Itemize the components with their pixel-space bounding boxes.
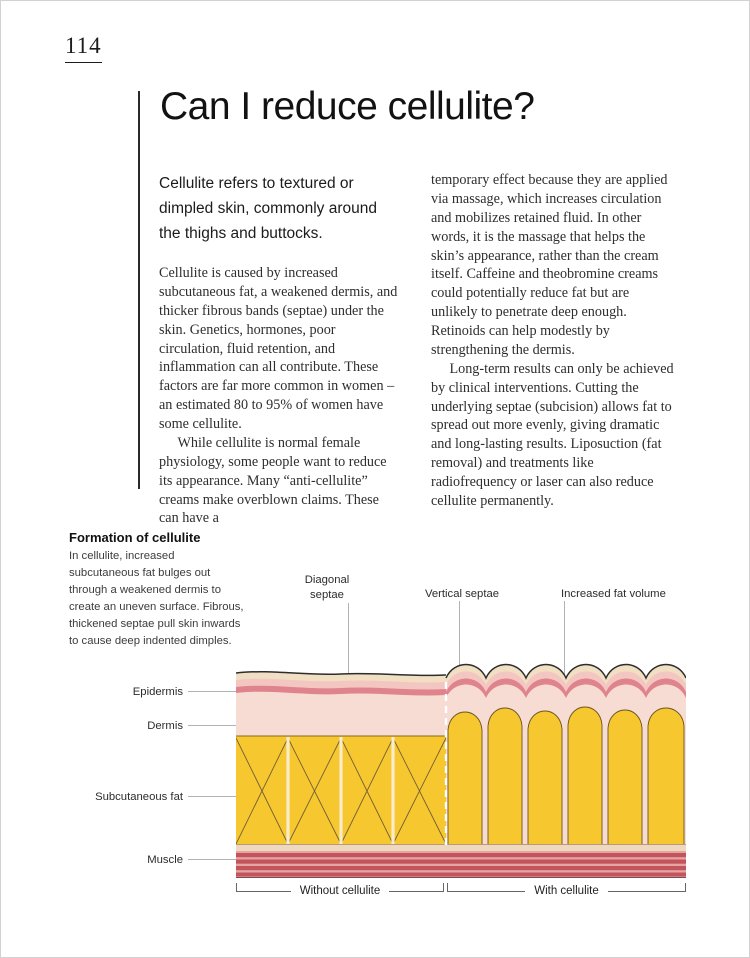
- body-paragraph: Cellulite is caused by increased subcutaneous fat, a weakened dermis, and thicker fibrous bands (septae) under the skin. Genetics, hormones, poor circulation, fluid retention, and inflammation can all contribute. These factors are far more common in women – an estimated 80 to 95% of women have some cellulite.: [159, 265, 398, 432]
- bracket-tick: [447, 883, 448, 892]
- page-title: Can I reduce cellulite?: [160, 85, 535, 128]
- layer-label-muscle: Muscle: [147, 854, 183, 866]
- bracket-line: [389, 891, 443, 892]
- body-paragraph: Long-term results can only be achieved by clinical interventions. Cutting the underlying septae (subcision) allows fat to spread out more evenly, giving dramatic and long-lasting results. Liposuction (fat removal) and treatments like radiofrequency or laser can also reduce cellulite permanently.: [431, 360, 674, 509]
- diagram-caption: In cellulite, increased subcutaneous fat bulges out through a weakened dermis to create an uneven surface. Fibrous, thickened septae pull skin inwards to cause deep indented dimples.: [69, 550, 244, 647]
- bracket-with-cellulite: [447, 883, 686, 899]
- bracket-without-cellulite: [236, 883, 444, 899]
- diagram-heading: Formation of cellulite: [69, 530, 201, 545]
- label-diagonal-septae: Diagonal septae: [304, 574, 350, 602]
- leader-line-dermis: [188, 725, 238, 726]
- body-paragraph: temporary effect because they are applied via massage, which increases circulation and mobilizes retained fluid. In other words, it is the massage that helps the skin’s appearance, rather than the cream itself. Caffeine and theobromine creams could potentially reduce fat but are unlikely to penetrate deep enough. Retinoids can help modestly by strengthening the dermis.: [431, 172, 668, 358]
- leader-line-muscle: [188, 859, 238, 860]
- body-column-right: [431, 171, 679, 511]
- leader-line-subcutaneous-fat: [188, 796, 238, 797]
- bracket-line: [608, 891, 685, 892]
- muscle-layer: [236, 844, 686, 878]
- layer-label-epidermis: Epidermis: [132, 686, 183, 698]
- right-half-with-cellulite: [446, 665, 686, 873]
- bracket-line: [448, 891, 525, 892]
- left-half-without-cellulite: [236, 672, 446, 872]
- page-number: 114: [65, 33, 102, 63]
- skin-cross-section-illustration: [236, 656, 686, 881]
- bracket-tick: [443, 883, 444, 892]
- bracket-tick: [236, 883, 237, 892]
- intro-text: Cellulite refers to textured or dimpled skin, commonly around the thighs and buttocks.: [159, 175, 377, 243]
- bracket-line: [237, 891, 291, 892]
- body-paragraph: While cellulite is normal female physiology, some people want to reduce its appearance. Many “anti-cellulite” creams make overblown claims. These can have a: [159, 434, 387, 527]
- leader-line-epidermis: [188, 691, 238, 692]
- layer-label-subcutaneous-fat: Subcutaneous fat: [95, 791, 183, 803]
- bracket-tick: [685, 883, 686, 892]
- layer-label-dermis: Dermis: [147, 720, 183, 732]
- bracket-label-without: Without cellulite: [299, 885, 381, 897]
- label-vertical-septae: Vertical septae: [424, 588, 500, 600]
- label-increased-fat-volume: Increased fat volume: [561, 588, 666, 600]
- title-rule: [138, 91, 140, 489]
- bracket-label-with: With cellulite: [534, 885, 599, 897]
- body-column-left: [159, 264, 401, 528]
